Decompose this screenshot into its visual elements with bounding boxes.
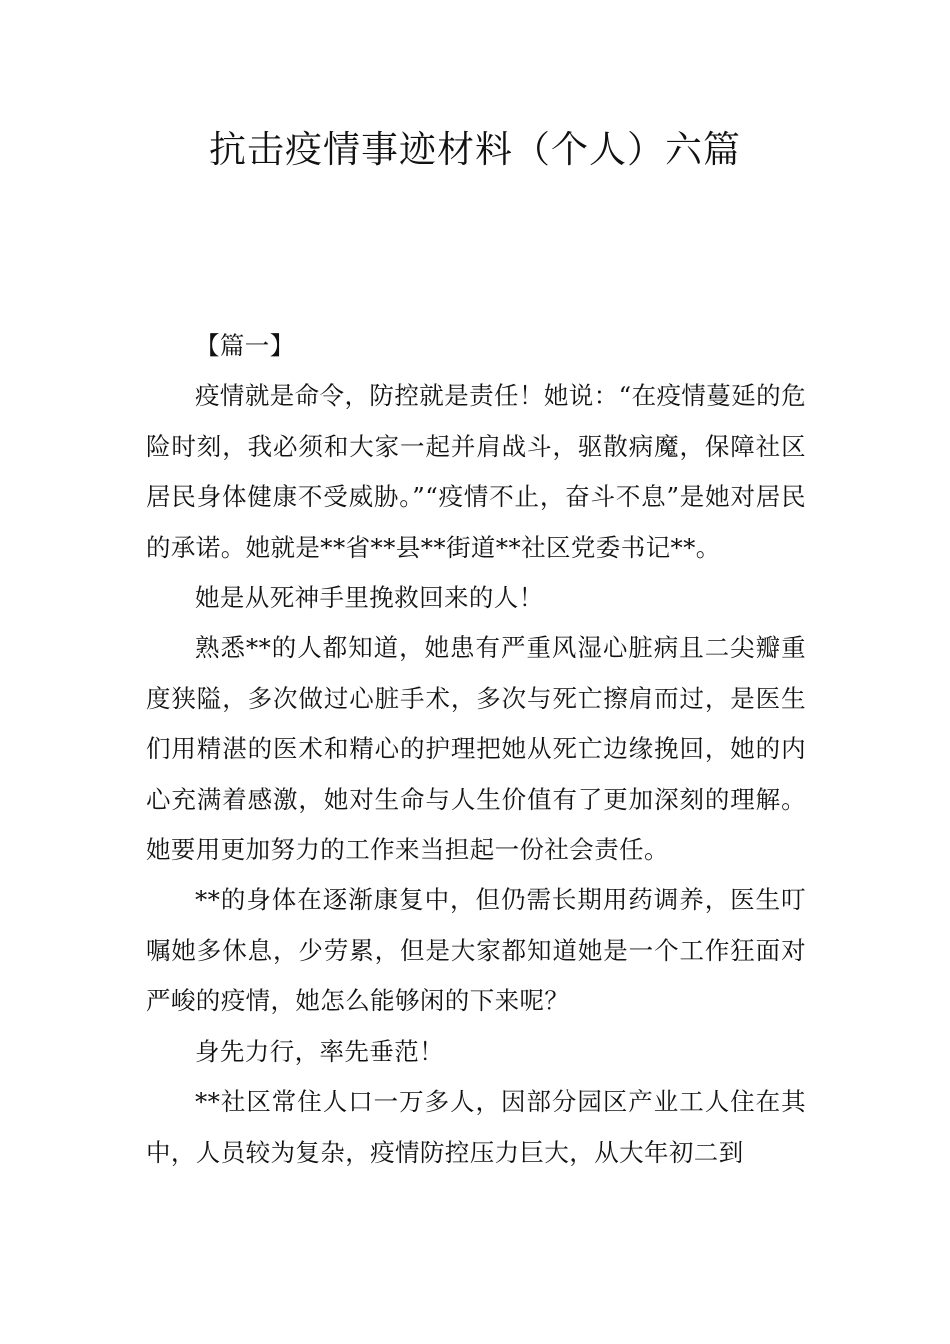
paragraph-4: **的身体在逐渐康复中，但仍需长期用药调养，医生叮嘱她多休息，少劳累，但是大家都知道她是一个工作狂面对严峻的疫情，她怎么能够闲的下来呢？: [146, 885, 806, 1016]
paragraph-2: 她是从死神手里挽救回来的人！: [195, 583, 544, 613]
paragraph-1: 疫情就是命令，防控就是责任！她说：“在疫情蔓延的危险时刻，我必须和大家一起并肩战斗，驱散病魔，保障社区居民身体健康不受威胁。”“疫情不止，奋斗不息”是她对居民的承诺。她就是**省**县**街道**社区党委书记**。: [146, 381, 806, 562]
document-body: [146, 321, 806, 1178]
paragraph-6: **社区常住人口一万多人，因部分园区产业工人住在其中，人员较为复杂，疫情防控压力巨大，从大年初二到: [146, 1087, 806, 1167]
section-heading: 【篇一】: [195, 331, 295, 360]
document-title: 抗击疫情事迹材料（个人）六篇: [209, 128, 741, 171]
paragraph-3: 熟悉**的人都知道，她患有严重风湿心脏病且二尖瓣重度狭隘，多次做过心脏手术，多次与死亡擦肩而过，是医生们用精湛的医术和精心的护理把她从死亡边缘挽回，她的内心充满着感激，她对生命与人生价值有了更加深刻的理解。她要用更加努力的工作来当担起一份社会责任。: [146, 633, 806, 865]
paragraph-5: 身先力行，率先垂范！: [195, 1036, 444, 1066]
